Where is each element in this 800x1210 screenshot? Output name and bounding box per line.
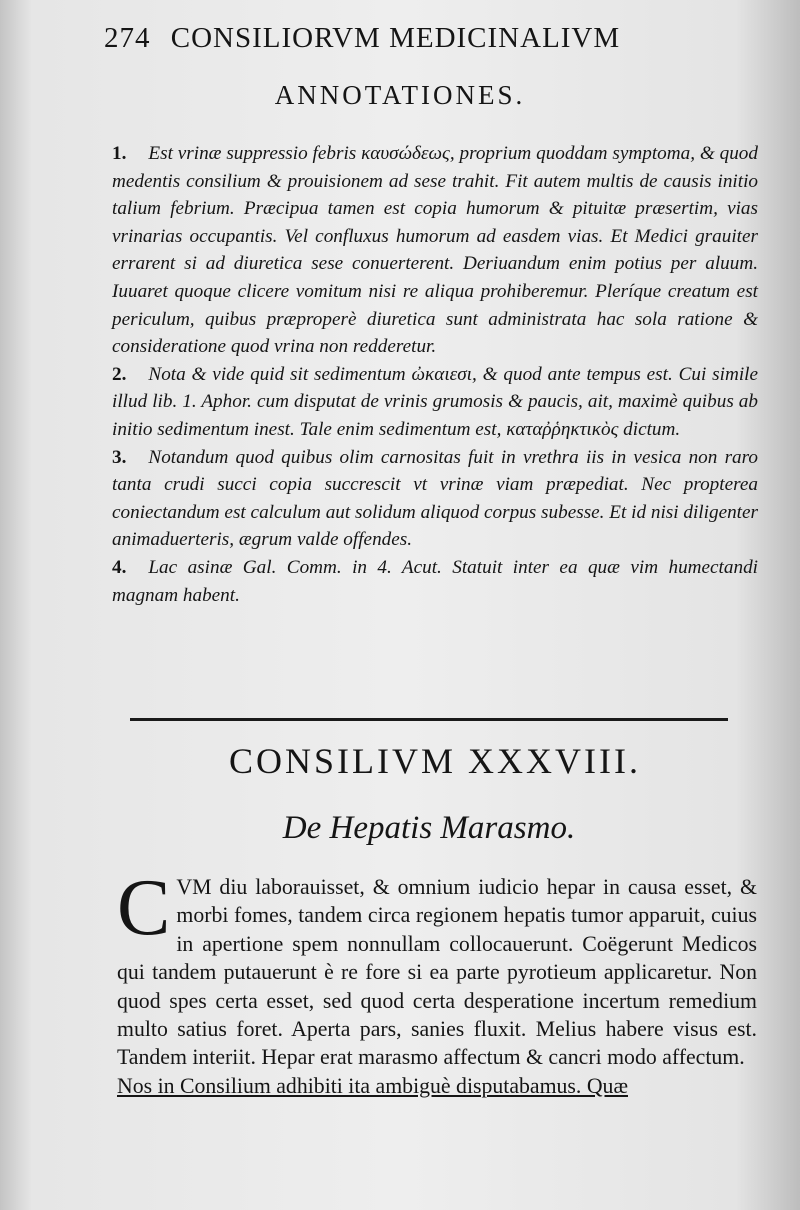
body-paragraph: VM diu laborauisset, & omnium iudicio hepar in causa esset, & morbi fomes, tandem circa regionem hepatis tumor apparuit, cuius in apertione spem nonnullam collocauerunt. Coëgerunt Medicos qui tandem putauerunt è re fore si ea parte pyrotieum applicaretur. Non quod spes certa esset, sed quod certa desperatione incertum remedium multo satius foret. Aperta pars, sanies fluxit. Melius habere visus est. Tandem interiit. Hepar erat marasmo affectum & cancri modo affectum. (117, 875, 757, 1070)
drop-cap: C (117, 864, 171, 952)
section-divider (130, 718, 728, 721)
annotations-list (112, 140, 758, 609)
running-head (104, 22, 744, 55)
body-last-line: Nos in Consilium adhibiti ita ambiguè disputabamus. Quæ (117, 1073, 628, 1098)
annotation-note-2 (112, 361, 758, 444)
note-number: 2. (112, 363, 127, 385)
consilium-subtitle: De Hepatis Marasmo. (282, 810, 576, 846)
annotation-note-1 (112, 140, 758, 361)
annotation-note-4 (112, 554, 758, 609)
note-number: 3. (112, 446, 127, 468)
consilium-title: CONSILIVM XXXVIII. (229, 741, 641, 781)
annotations-heading: ANNOTATIONES. (274, 80, 526, 110)
note-number: 1. (112, 143, 127, 164)
page-number: 274 (104, 22, 151, 54)
note-number: 4. (112, 556, 127, 578)
running-title: CONSILIORVM MEDICINALIVM (170, 22, 621, 54)
note-text: Nota & vide quid sit sedimentum ὠκαιεσι, & quod ante tempus est. Cui simile illud lib. 1. Aphor. cum disputat de vrinis grumosis & paucis, ait, maximè quibus ab initio sedimentum inest. Tale enim sedimentum est, καταῤῥηκτικὸς dictum. (112, 363, 758, 440)
note-text: Lac asinæ Gal. Comm. in 4. Acut. Statuit inter ea quæ vim humectandi magnam habent. (112, 556, 758, 606)
consilium-body (117, 864, 757, 1100)
annotation-note-3 (112, 444, 758, 554)
note-text: Notandum quod quibus olim carnositas fuit in vrethra iis in vesica non raro tanta crudi succi copia succrescit vt vrinæ viam præpediat. Nec propterea coniectandum est calculum aut solidum aliquod corpus subesse. Et id nisi diligenter animaduerteris, ægrum valde offendes. (112, 446, 758, 551)
note-text: Est vrinæ suppressio febris καυσώδεως, proprium quoddam symptoma, & quod medentis consilium & prouisionem ad sese trahit. Fit autem multis de causis initio talium febrium. Præcipua tamen est copia humorum & pituitæ præsertim, vias vrinarias occupantis. Vel confluxus humorum ad easdem vias. Et Medici grauiter errarent si ad diuretica sese conuerterent. Deriuandum enim potius per aluum. Iuuaret quoque clicere vomitum nisi re aliqua prohiberemur. Pleríque creatum est periculum, quibus præproperè diuretica sunt administrata hac sola ratione & consideratione quod vrina non redderetur. (112, 143, 758, 358)
